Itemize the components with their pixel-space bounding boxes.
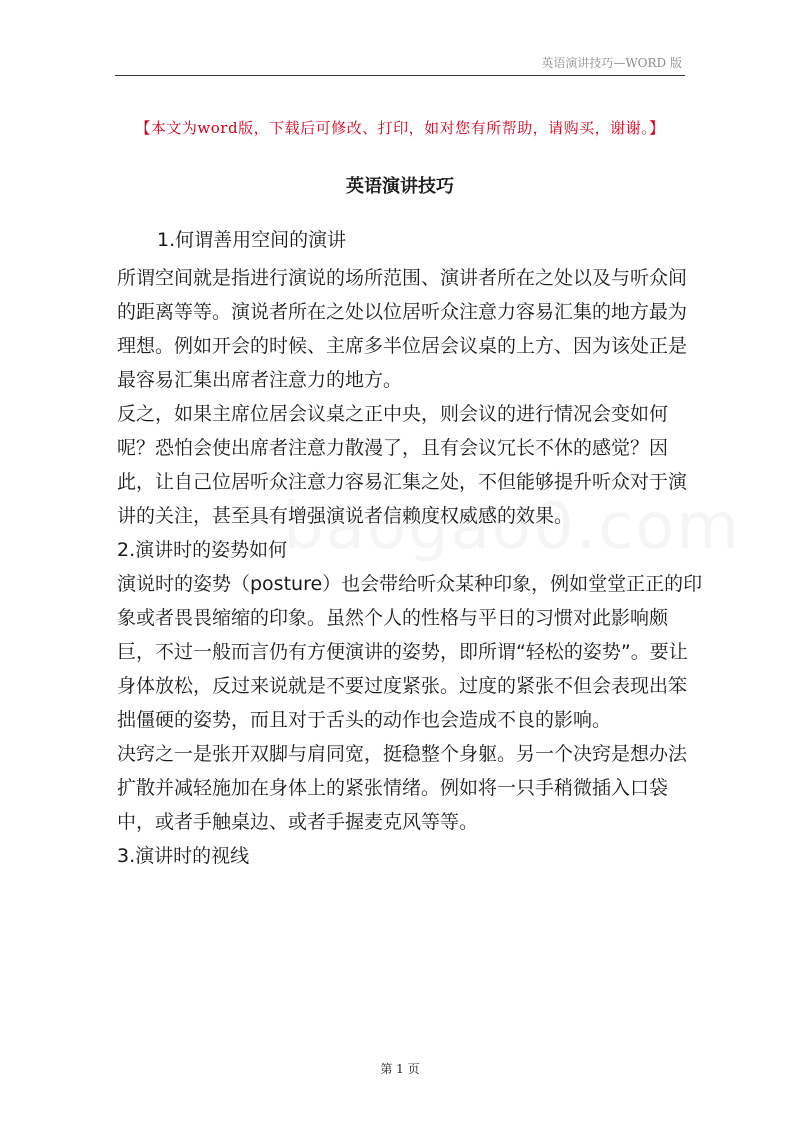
paragraph-4 — [117, 742, 687, 834]
header-divider — [115, 75, 685, 76]
document-body — [117, 228, 703, 878]
text-line: 巨，不过一般而言仍有方便演讲的姿势，即所谓“轻松的姿势”。要让 — [117, 641, 688, 663]
text-line: 扩散并减轻施加在身体上的紧张情绪。例如将一只手稍微插入口袋 — [117, 777, 669, 799]
section-heading-1: 1.何谓善用空间的演讲 — [157, 229, 347, 251]
text-line: 演说时的姿势（posture）也会带给听众某种印象，例如堂堂正正的印 — [117, 573, 703, 595]
document-title: 英语演讲技巧 — [346, 176, 454, 197]
text-line: 呢？恐怕会使出席者注意力散漫了，且有会议冗长不休的感觉？因 — [117, 437, 669, 459]
download-notice: 【本文为word版，下载后可修改、打印，如对您有所帮助，请购买，谢谢。】 — [135, 119, 665, 137]
text-line: 最容易汇集出席者注意力的地方。 — [117, 369, 403, 391]
running-header: 英语演讲技巧—WORD 版 — [541, 56, 682, 70]
text-line: 反之，如果主席位居会议桌之正中央，则会议的进行情况会变如何 — [117, 403, 669, 425]
text-line: 决窍之一是张开双脚与肩同宽，挺稳整个身躯。另一个决窍是想办法 — [117, 743, 688, 765]
section-heading-3: 3.演讲时的视线 — [117, 845, 250, 867]
text-line: 象或者畏畏缩缩的印象。虽然个人的性格与平日的习惯对此影响颇 — [117, 607, 669, 629]
text-line: 身体放松，反过来说就是不要过度紧张。过度的紧张不但会表现出笨 — [117, 675, 688, 697]
text-line: 中，或者手触桌边、或者手握麦克风等等。 — [117, 811, 479, 833]
paragraph-2 — [117, 402, 687, 528]
page-number: 第 1 页 — [380, 1062, 420, 1076]
paragraph-1 — [117, 266, 687, 392]
text-line: 此，让自己位居听众注意力容易汇集之处，不但能够提升听众对于演 — [117, 471, 688, 493]
section-heading-2: 2.演讲时的姿势如何 — [117, 539, 288, 561]
text-line: 理想。例如开会的时候、主席多半位居会议桌的上方、因为该处正是 — [117, 335, 688, 357]
paragraph-3 — [117, 572, 703, 732]
text-line: 讲的关注，甚至具有增强演说者信赖度权威感的效果。 — [117, 505, 574, 527]
text-line: 拙僵硬的姿势，而且对于舌头的动作也会造成不良的影响。 — [117, 709, 612, 731]
text-line: 的距离等等。演说者所在之处以位居听众注意力容易汇集的地方最为 — [117, 301, 688, 323]
text-line: 所谓空间就是指进行演说的场所范围、演讲者所在之处以及与听众间 — [117, 267, 688, 289]
